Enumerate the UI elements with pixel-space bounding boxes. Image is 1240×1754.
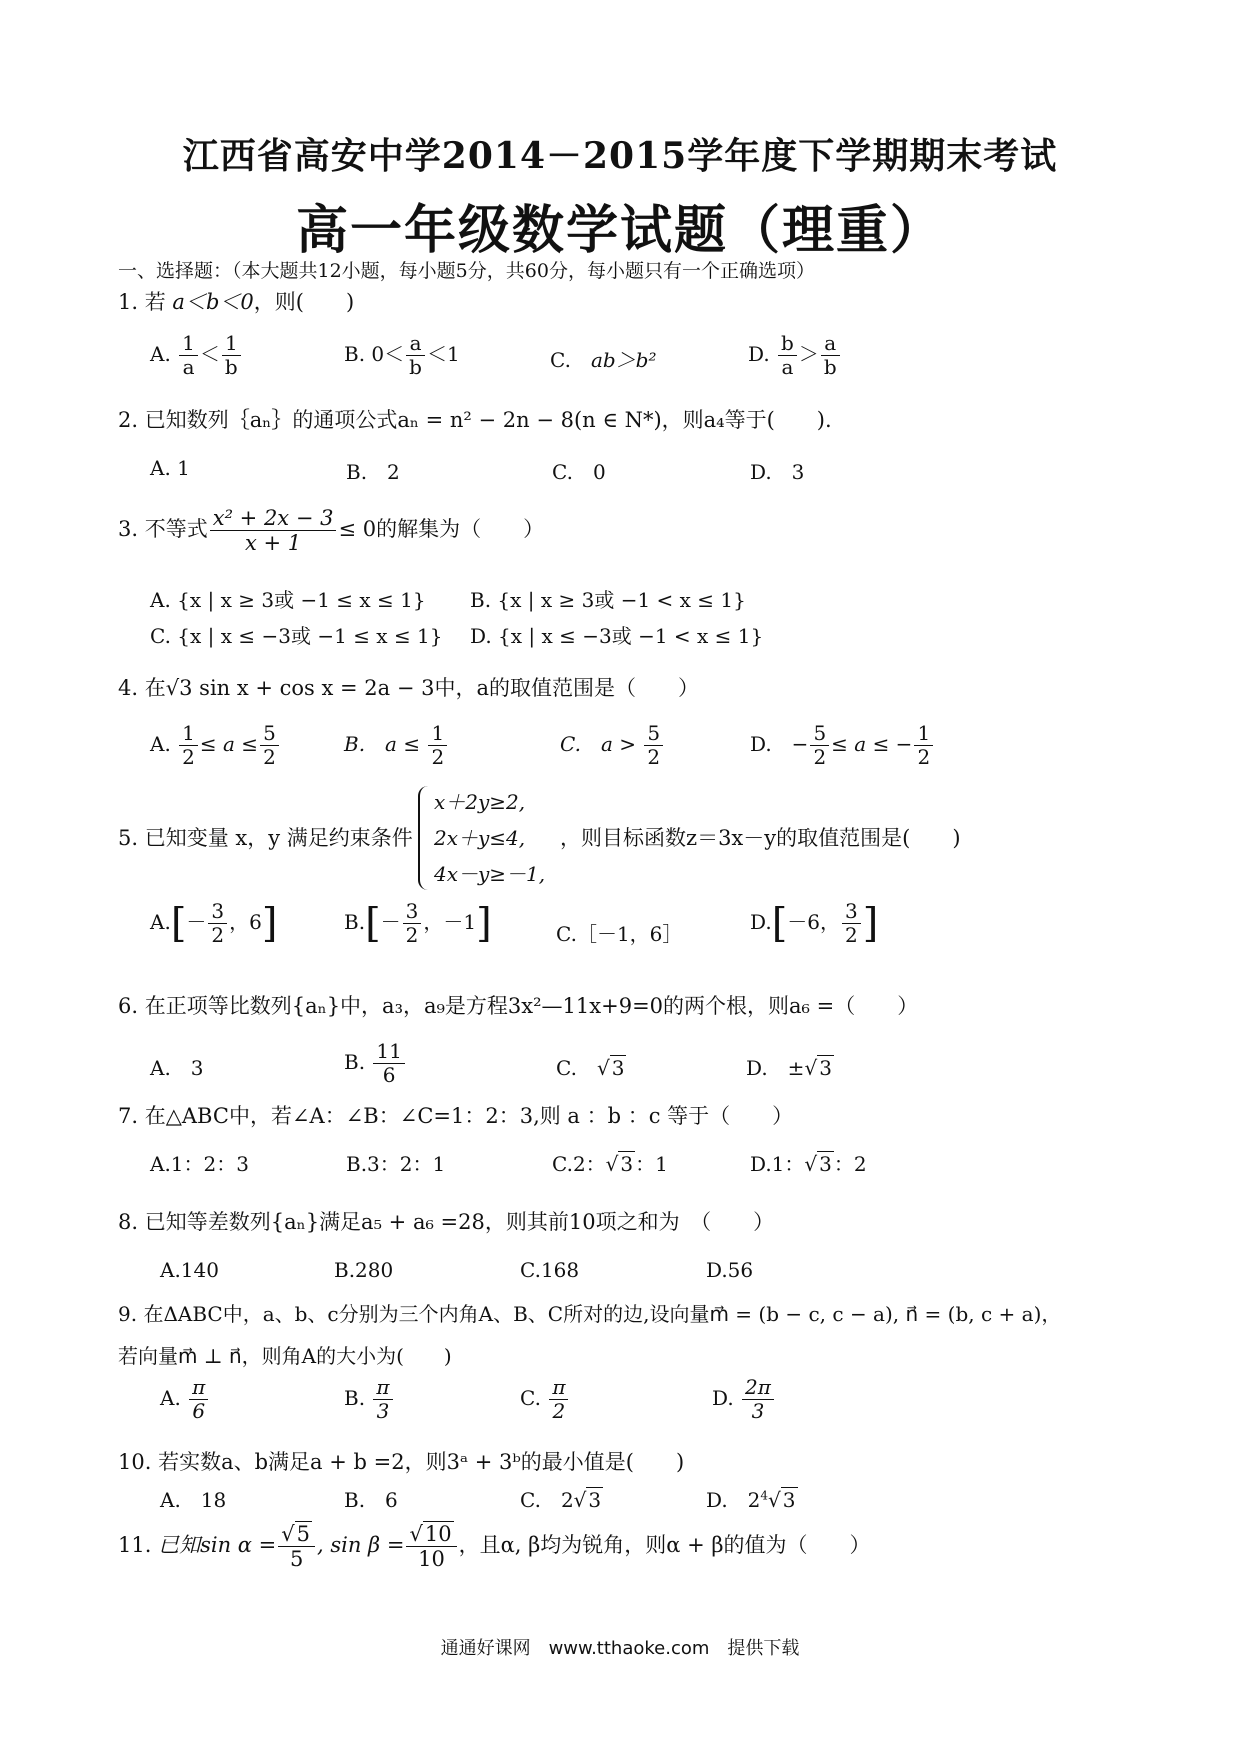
sqrt-symbol: √ 3	[768, 1488, 796, 1512]
option-label: A.	[150, 342, 171, 366]
bracket-left-icon: [	[170, 900, 187, 947]
fraction	[373, 1376, 392, 1423]
q9-option-b	[344, 1376, 395, 1423]
stem-text: 3 sin x + cos x = 2a − 3中，a的取值范围是（ ）	[179, 676, 699, 700]
option-label: D. 2	[706, 1488, 761, 1512]
option-label: B.	[344, 1050, 366, 1074]
q2-option-a: A. 1	[150, 456, 190, 480]
page-footer: 通通好课网 www.tthaoke.com 提供下载	[440, 1638, 800, 1659]
question-number: 8.	[118, 1210, 139, 1234]
radicand: 3	[782, 1488, 796, 1512]
option-label: D. −	[750, 732, 809, 756]
stem-text: ≤ 0的解集为（ ）	[338, 517, 545, 542]
question-number: 5.	[118, 826, 139, 850]
q1-option-a: A. $\frac{1}{a}$ ＜ $\frac{1}{b}$	[150, 332, 243, 379]
numerator: 1	[179, 332, 198, 356]
question-9-line-2: 若向量m⃗ ⊥ n⃗，则角A的大小为( )	[118, 1344, 452, 1368]
q3-option-c: C. {x | x ≤ −3或 −1 ≤ x ≤ 1}	[150, 624, 443, 648]
question-number: 7.	[118, 1104, 139, 1128]
radicand: 3	[588, 1488, 602, 1512]
q10-option-a: A. 18	[160, 1488, 227, 1512]
exam-title: 江西省高安中学2014－2015学年度下学期期末考试	[182, 135, 1058, 177]
option-label: C.	[520, 1386, 541, 1410]
q7-option-a: A.1：2：3	[150, 1152, 249, 1176]
stem-text: 已知等差数列{aₙ}满足a₅ + a₆ =28，则其前10项之和为 （ ）	[144, 1210, 775, 1234]
fraction	[914, 722, 933, 769]
q8-option-a: A.140	[160, 1258, 219, 1282]
question-7	[118, 1100, 793, 1130]
denominator: 2	[813, 745, 827, 769]
question-10	[118, 1446, 684, 1476]
numerator: 1	[914, 722, 933, 746]
option-text: ，－1	[423, 910, 477, 934]
sqrt-symbol: √ 3	[804, 1056, 832, 1080]
option-label: C.2：	[552, 1152, 606, 1176]
exam-subtitle: 高一年级数学试题（理重）	[295, 200, 944, 261]
q10-option-c	[520, 1484, 603, 1513]
stem-text: 在	[144, 676, 166, 700]
question-6	[118, 990, 918, 1020]
stem-text: 在ΔABC中，a、b、c分别为三个内角A、B、C所对的边,设向量m⃗ = (b − c, c − a), n⃗ = (b, c + a)，	[143, 1302, 1062, 1326]
q3-option-b: B. {x | x ≥ 3或 −1 < x ≤ 1}	[470, 588, 746, 612]
numerator: 1	[222, 332, 241, 356]
denominator: a	[182, 355, 195, 379]
option-label: B. a ≤	[344, 732, 421, 756]
question-8	[118, 1206, 774, 1236]
q10-option-d	[706, 1484, 798, 1513]
q5-option-a: A.[－ $\frac{3}{2}$ ，6]	[150, 899, 278, 947]
denominator: b	[823, 355, 837, 379]
option-label: B.	[344, 1386, 366, 1410]
radicand: 3	[611, 1056, 625, 1080]
q1-option-b	[344, 332, 460, 379]
option-text: ＜1	[426, 342, 460, 366]
denominator: b	[224, 355, 238, 379]
constraint-2: 2x＋y≤4,	[434, 826, 526, 850]
fraction	[179, 332, 198, 379]
stem-text: 在△ABC中，若∠A：∠B：∠C=1：2：3,则 a ：b ：c 等于（ ）	[144, 1104, 794, 1128]
option-label: B. 0＜	[344, 342, 405, 366]
q5-objective: ，则目标函数z＝3x－y的取值范围是( )	[560, 826, 961, 850]
root-index: 4	[760, 1488, 769, 1503]
q6-option-c	[556, 1052, 626, 1081]
denominator: 2	[405, 923, 419, 947]
q4-option-d	[750, 722, 935, 769]
numerator: 1	[428, 722, 447, 746]
option-text: ab＞b²	[590, 348, 657, 372]
option-label: D.	[750, 910, 772, 934]
bracket-left-icon: [	[771, 900, 788, 947]
denominator: 2	[845, 923, 858, 947]
question-number: 6.	[118, 994, 139, 1018]
question-number: 4.	[118, 676, 139, 700]
option-label: D. ±	[746, 1056, 805, 1080]
constraint-brace	[418, 786, 434, 890]
constraint-1: x＋2y≥2,	[434, 790, 526, 814]
denominator: 5	[289, 1547, 304, 1572]
sqrt-symbol: √ 3	[596, 1056, 625, 1080]
fraction	[842, 900, 861, 947]
q6-option-d	[746, 1052, 834, 1081]
inequality-fraction	[210, 506, 337, 555]
numerator: 3	[208, 900, 227, 924]
question-5	[118, 822, 413, 852]
q7-option-c	[552, 1148, 668, 1177]
sqrt-symbol: √	[165, 676, 180, 700]
denominator: a	[781, 355, 794, 379]
option-label: D.1：	[750, 1152, 805, 1176]
denominator: x + 1	[245, 531, 302, 556]
bracket-left-icon: [	[365, 900, 381, 947]
option-text: ：2	[833, 1152, 867, 1176]
option-label: C. a >	[560, 732, 636, 756]
option-text: ，6	[229, 910, 262, 934]
section-heading: 一、选择题：（本大题共12小题，每小题5分，共60分，每小题只有一个正确选项）	[118, 260, 815, 282]
sqrt-symbol: √ 3	[605, 1152, 634, 1176]
fraction	[179, 722, 198, 769]
q2-option-b: B. 2	[346, 460, 400, 484]
denominator: 3	[376, 1399, 390, 1423]
numerator: π	[373, 1376, 392, 1400]
q7-option-d	[750, 1148, 867, 1177]
bracket-right-icon: ]	[476, 900, 492, 947]
numerator: 1	[179, 722, 198, 746]
q5-option-c: C.［－1，6］	[556, 922, 683, 946]
denominator: 6	[192, 1399, 206, 1423]
q2-option-d: D. 3	[750, 460, 805, 484]
q5-option-b: B.[－ $\frac{3}{2}$ ，－1]	[344, 899, 492, 947]
question-number: 2.	[118, 408, 139, 432]
stem-text: 已知数列｛aₙ｝的通项公式aₙ = n² − 2n − 8(n ∈ N*)，则a₄等于( ).	[144, 408, 832, 432]
radicand: 3	[819, 1056, 832, 1080]
numerator: 3	[842, 900, 861, 924]
option-label: C. 2	[520, 1488, 574, 1512]
fraction	[778, 332, 797, 379]
fraction	[373, 1040, 404, 1087]
radicand: 5	[296, 1522, 311, 1546]
q2-option-c: C. 0	[552, 460, 606, 484]
numerator	[278, 1522, 315, 1547]
q1-option-d: D. $\frac{b}{a}$ ＞ $\frac{a}{b}$	[748, 332, 842, 379]
numerator: a	[821, 332, 840, 356]
numerator: π	[189, 1376, 208, 1400]
constraint-3: 4x－y≥－1,	[434, 862, 546, 886]
radicand: 3	[620, 1152, 634, 1176]
q8-option-d: D.56	[706, 1258, 754, 1282]
fraction	[403, 900, 422, 947]
fraction	[428, 722, 447, 769]
denominator: 3	[751, 1399, 765, 1423]
denominator: 2	[552, 1399, 566, 1423]
bracket-right-icon: ]	[862, 900, 879, 947]
stem-text: 已知变量 x，y 满足约束条件	[144, 826, 413, 850]
fraction	[549, 1376, 568, 1423]
denominator: 6	[382, 1063, 396, 1087]
option-label: A.	[150, 732, 171, 756]
option-label: D.	[712, 1386, 734, 1410]
numerator: x² + 2x − 3	[210, 506, 337, 531]
bracket-right-icon: ]	[261, 900, 278, 947]
stem-text: 不等式	[144, 517, 208, 542]
question-number: 9.	[118, 1302, 138, 1326]
option-label: B.	[344, 910, 366, 934]
option-label: D.	[748, 342, 770, 366]
numerator: 5	[260, 722, 279, 746]
stem-text: 若实数a、b满足a + b =2，则3ᵃ + 3ᵇ的最小值是( )	[158, 1450, 685, 1474]
denominator: 2	[431, 745, 445, 769]
stem-text: ，则( )	[253, 290, 355, 314]
fraction	[189, 1376, 208, 1423]
fraction	[821, 332, 840, 379]
option-text: ：1	[635, 1152, 668, 1176]
q9-option-a	[160, 1376, 210, 1423]
stem-text: 已知sin α =	[158, 1533, 277, 1558]
fraction	[278, 1522, 315, 1571]
q6-option-b	[344, 1040, 407, 1087]
question-number: 11.	[118, 1533, 152, 1558]
fraction	[260, 722, 279, 769]
denominator: 2	[182, 745, 195, 769]
fraction	[406, 332, 425, 379]
fraction	[208, 900, 227, 947]
q9-option-c	[520, 1376, 570, 1423]
numerator: a	[406, 332, 425, 356]
option-label: A.	[160, 1386, 181, 1410]
q8-option-c: C.168	[520, 1258, 580, 1282]
q4-option-b	[344, 722, 449, 769]
q5-option-d	[750, 900, 878, 947]
option-text: ≤ a ≤	[199, 732, 259, 756]
numerator: 2π	[742, 1376, 774, 1400]
sqrt-symbol: √10	[409, 1522, 452, 1546]
numerator: b	[778, 332, 797, 356]
numerator: 5	[810, 722, 829, 746]
denominator: 2	[211, 923, 225, 947]
question-11	[118, 1522, 871, 1571]
question-9	[118, 1298, 1061, 1327]
q1-option-c	[550, 344, 657, 373]
question-3	[118, 506, 544, 555]
fraction	[222, 332, 241, 379]
numerator	[406, 1522, 456, 1547]
option-text: ≤ a ≤ −	[831, 732, 913, 756]
q10-option-b: B. 6	[344, 1488, 398, 1512]
question-4	[118, 672, 699, 702]
q3-option-d: D. {x | x ≤ −3或 −1 < x ≤ 1}	[470, 624, 764, 648]
denominator: 2	[647, 745, 661, 769]
option-label: A.	[150, 910, 171, 934]
sqrt-symbol: √ 3	[804, 1152, 832, 1176]
condition: a＜b＜0	[172, 290, 254, 314]
fraction	[742, 1376, 774, 1423]
q6-option-a: A. 3	[150, 1056, 204, 1080]
sqrt-symbol: √ 3	[573, 1488, 602, 1512]
option-label: C.	[556, 1056, 577, 1080]
option-label: C.	[550, 348, 571, 372]
numerator: 3	[403, 900, 422, 924]
question-2	[118, 404, 832, 434]
q7-option-b: B.3：2：1	[346, 1152, 446, 1176]
question-number: 3.	[118, 517, 139, 542]
question-1	[118, 286, 354, 316]
radicand: 3	[819, 1152, 832, 1176]
sqrt-symbol: √5	[281, 1522, 311, 1546]
numerator: 5	[644, 722, 663, 746]
option-text: －6，	[787, 910, 841, 934]
q4-option-c	[560, 722, 665, 769]
question-number: 10.	[118, 1450, 152, 1474]
stem-text: 若	[144, 290, 166, 314]
denominator: 2	[917, 745, 931, 769]
numerator: π	[549, 1376, 568, 1400]
q4-option-a	[150, 722, 281, 769]
q8-option-b: B.280	[334, 1258, 394, 1282]
question-number: 1.	[118, 290, 139, 314]
numerator: 11	[373, 1040, 404, 1064]
fraction	[644, 722, 663, 769]
q9-option-d	[712, 1376, 776, 1423]
denominator: b	[409, 355, 422, 379]
q3-option-a: A. {x | x ≥ 3或 −1 ≤ x ≤ 1}	[150, 588, 426, 612]
fraction	[810, 722, 829, 769]
denominator: 2	[263, 745, 276, 769]
stem-text: ，且α, β均为锐角，则α + β的值为（ ）	[458, 1533, 871, 1558]
denominator: 10	[418, 1547, 445, 1572]
stem-text: , sin β =	[317, 1533, 405, 1558]
radicand: 10	[424, 1522, 452, 1546]
stem-text: 在正项等比数列{aₙ}中，a₃，a₉是方程3x²—11x+9=0的两个根，则a₆ =（ ）	[144, 994, 919, 1018]
fraction	[406, 1522, 456, 1571]
